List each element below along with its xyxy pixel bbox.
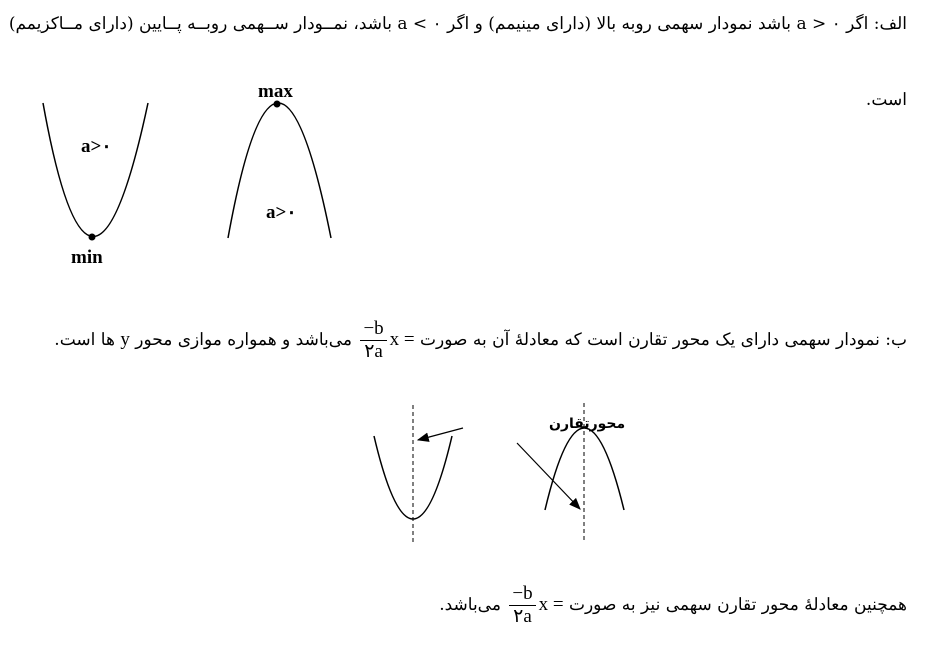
be-fraction-numerator: −b bbox=[360, 318, 386, 341]
alef-middle: باشد نمودار سهمی روبه بالا (دارای مینیمم) و اگر bbox=[447, 14, 792, 34]
alef-prefix: الف: اگر bbox=[846, 14, 907, 34]
alef-suffix: باشد، نمــودار ســهمی روبــه پــایین (دارای مــاکزیمم) bbox=[8, 14, 392, 34]
final-fraction-denominator: ۲a bbox=[513, 606, 532, 627]
paragraph-final bbox=[439, 583, 907, 628]
symmetry-axis-label: محورتقارن bbox=[549, 416, 626, 432]
final-fraction bbox=[509, 583, 535, 628]
alef-end-text: است. bbox=[865, 90, 907, 110]
final-fraction-numerator: −b bbox=[509, 583, 535, 606]
be-fraction-denominator: ۲a bbox=[364, 341, 383, 362]
upward-inside-label: a>۰ bbox=[81, 136, 112, 157]
max-label: max bbox=[258, 81, 293, 102]
final-prefix: همچنین معادلهٔ محور تقارن سهمی نیز به صورت bbox=[568, 595, 907, 615]
alef-inequality-negative: a < ۰ bbox=[397, 14, 442, 34]
downward-inside-label: a>۰ bbox=[266, 202, 297, 223]
be-prefix: ب: نمودار سهمی دارای یک محور تقارن است که معادلهٔ آن به صورت bbox=[420, 330, 907, 350]
arrow-to-left-axis bbox=[418, 428, 463, 440]
be-equation-lhs: x = bbox=[389, 329, 415, 350]
final-equation-lhs: x = bbox=[538, 594, 564, 615]
final-suffix: می‌باشد. bbox=[439, 595, 501, 615]
min-label: min bbox=[71, 247, 103, 268]
arrow-to-right-axis bbox=[517, 443, 580, 509]
alef-inequality-positive: a > ۰ bbox=[796, 14, 841, 34]
be-suffix-a: می‌باشد و همواره موازی محور bbox=[135, 330, 353, 350]
be-axis-letter: y bbox=[120, 329, 130, 350]
be-suffix-b: ها است. bbox=[54, 330, 115, 350]
